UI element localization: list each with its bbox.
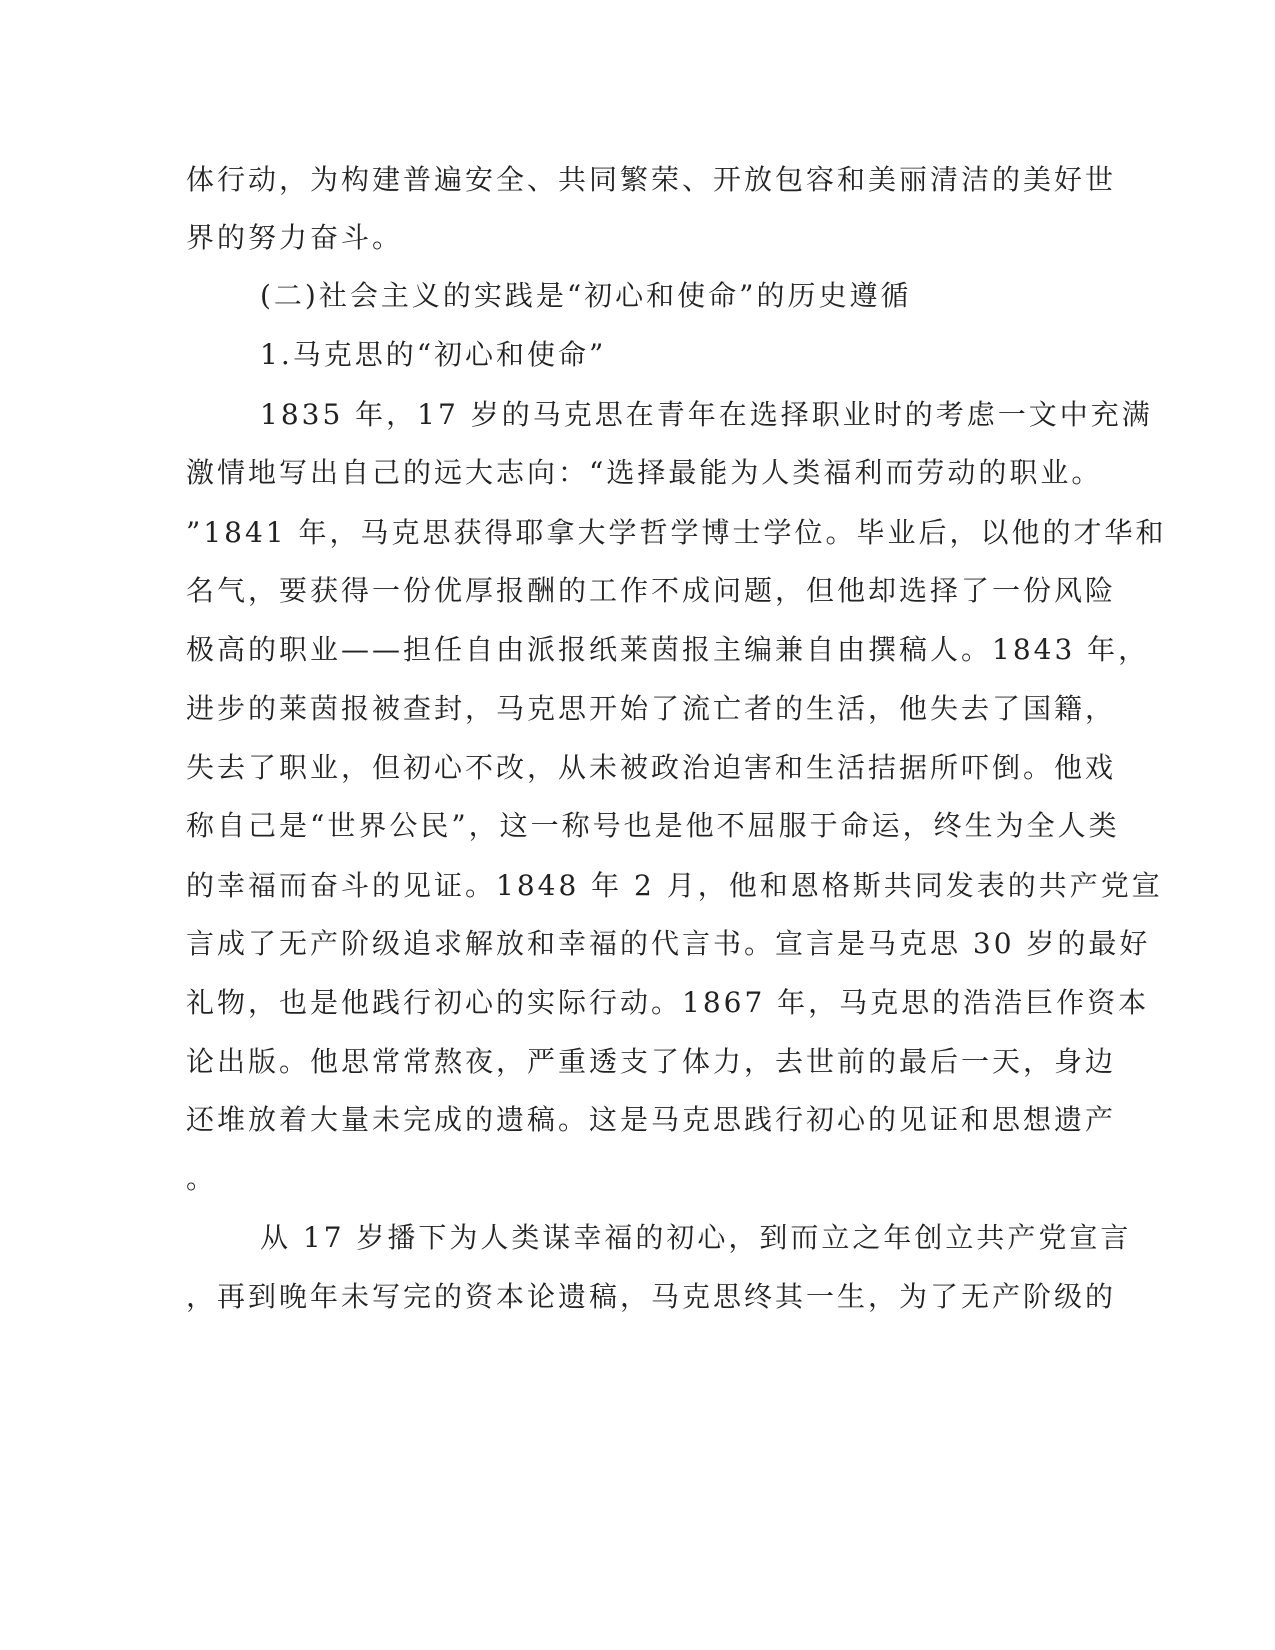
text-line: 。 xyxy=(186,1162,218,1195)
text-line: 论出版。他思常常熬夜，严重透支了体力，去世前的最后一天，身边 xyxy=(186,1045,1117,1078)
subsection-heading: 1.马克思的“初心和使命” xyxy=(260,338,607,371)
section-heading: (二)社会主义的实践是“初心和使命”的历史遵循 xyxy=(260,279,912,312)
text-line: 失去了职业，但初心不改，从未被政治迫害和生活拮据所吓倒。他戏 xyxy=(186,751,1117,784)
text-line: 礼物，也是他践行初心的实际行动。1867 年，马克思的浩浩巨作资本 xyxy=(186,986,1150,1019)
text-line: ，再到晚年未写完的资本论遗稿，马克思终其一生，为了无产阶级的 xyxy=(186,1280,1117,1313)
text-line: 进步的莱茵报被查封，马克思开始了流亡者的生活，他失去了国籍， xyxy=(186,692,1117,725)
text-line: 1835 年，17 岁的马克思在青年在选择职业时的考虑一文中充满 xyxy=(260,398,1153,431)
text-line: 还堆放着大量未完成的遗稿。这是马克思践行初心的见证和思想遗产 xyxy=(186,1103,1117,1136)
text-line: 体行动，为构建普遍安全、共同繁荣、开放包容和美丽清洁的美好世 xyxy=(186,163,1117,196)
text-line: 名气，要获得一份优厚报酬的工作不成问题，但他却选择了一份风险 xyxy=(186,574,1117,607)
text-line: 极高的职业——担任自由派报纸莱茵报主编兼自由撰稿人。1843 年， xyxy=(186,633,1150,666)
text-line: ”1841 年，马克思获得耶拿大学哲学博士学位。毕业后，以他的才华和 xyxy=(186,516,1167,549)
text-line: 称自己是“世界公民”，这一称号也是他不屈服于命运，终生为全人类 xyxy=(186,809,1120,842)
text-line: 激情地写出自己的远大志向：“选择最能为人类福利而劳动的职业。 xyxy=(186,456,1103,489)
text-line: 的幸福而奋斗的见证。1848 年 2 月，他和恩格斯共同发表的共产党宣 xyxy=(186,869,1163,902)
text-line: 从 17 岁播下为人类谋幸福的初心，到而立之年创立共产党宣言 xyxy=(260,1221,1132,1254)
text-line: 言成了无产阶级追求解放和幸福的代言书。宣言是马克思 30 岁的最好 xyxy=(186,927,1151,960)
text-line: 界的努力奋斗。 xyxy=(186,221,404,254)
